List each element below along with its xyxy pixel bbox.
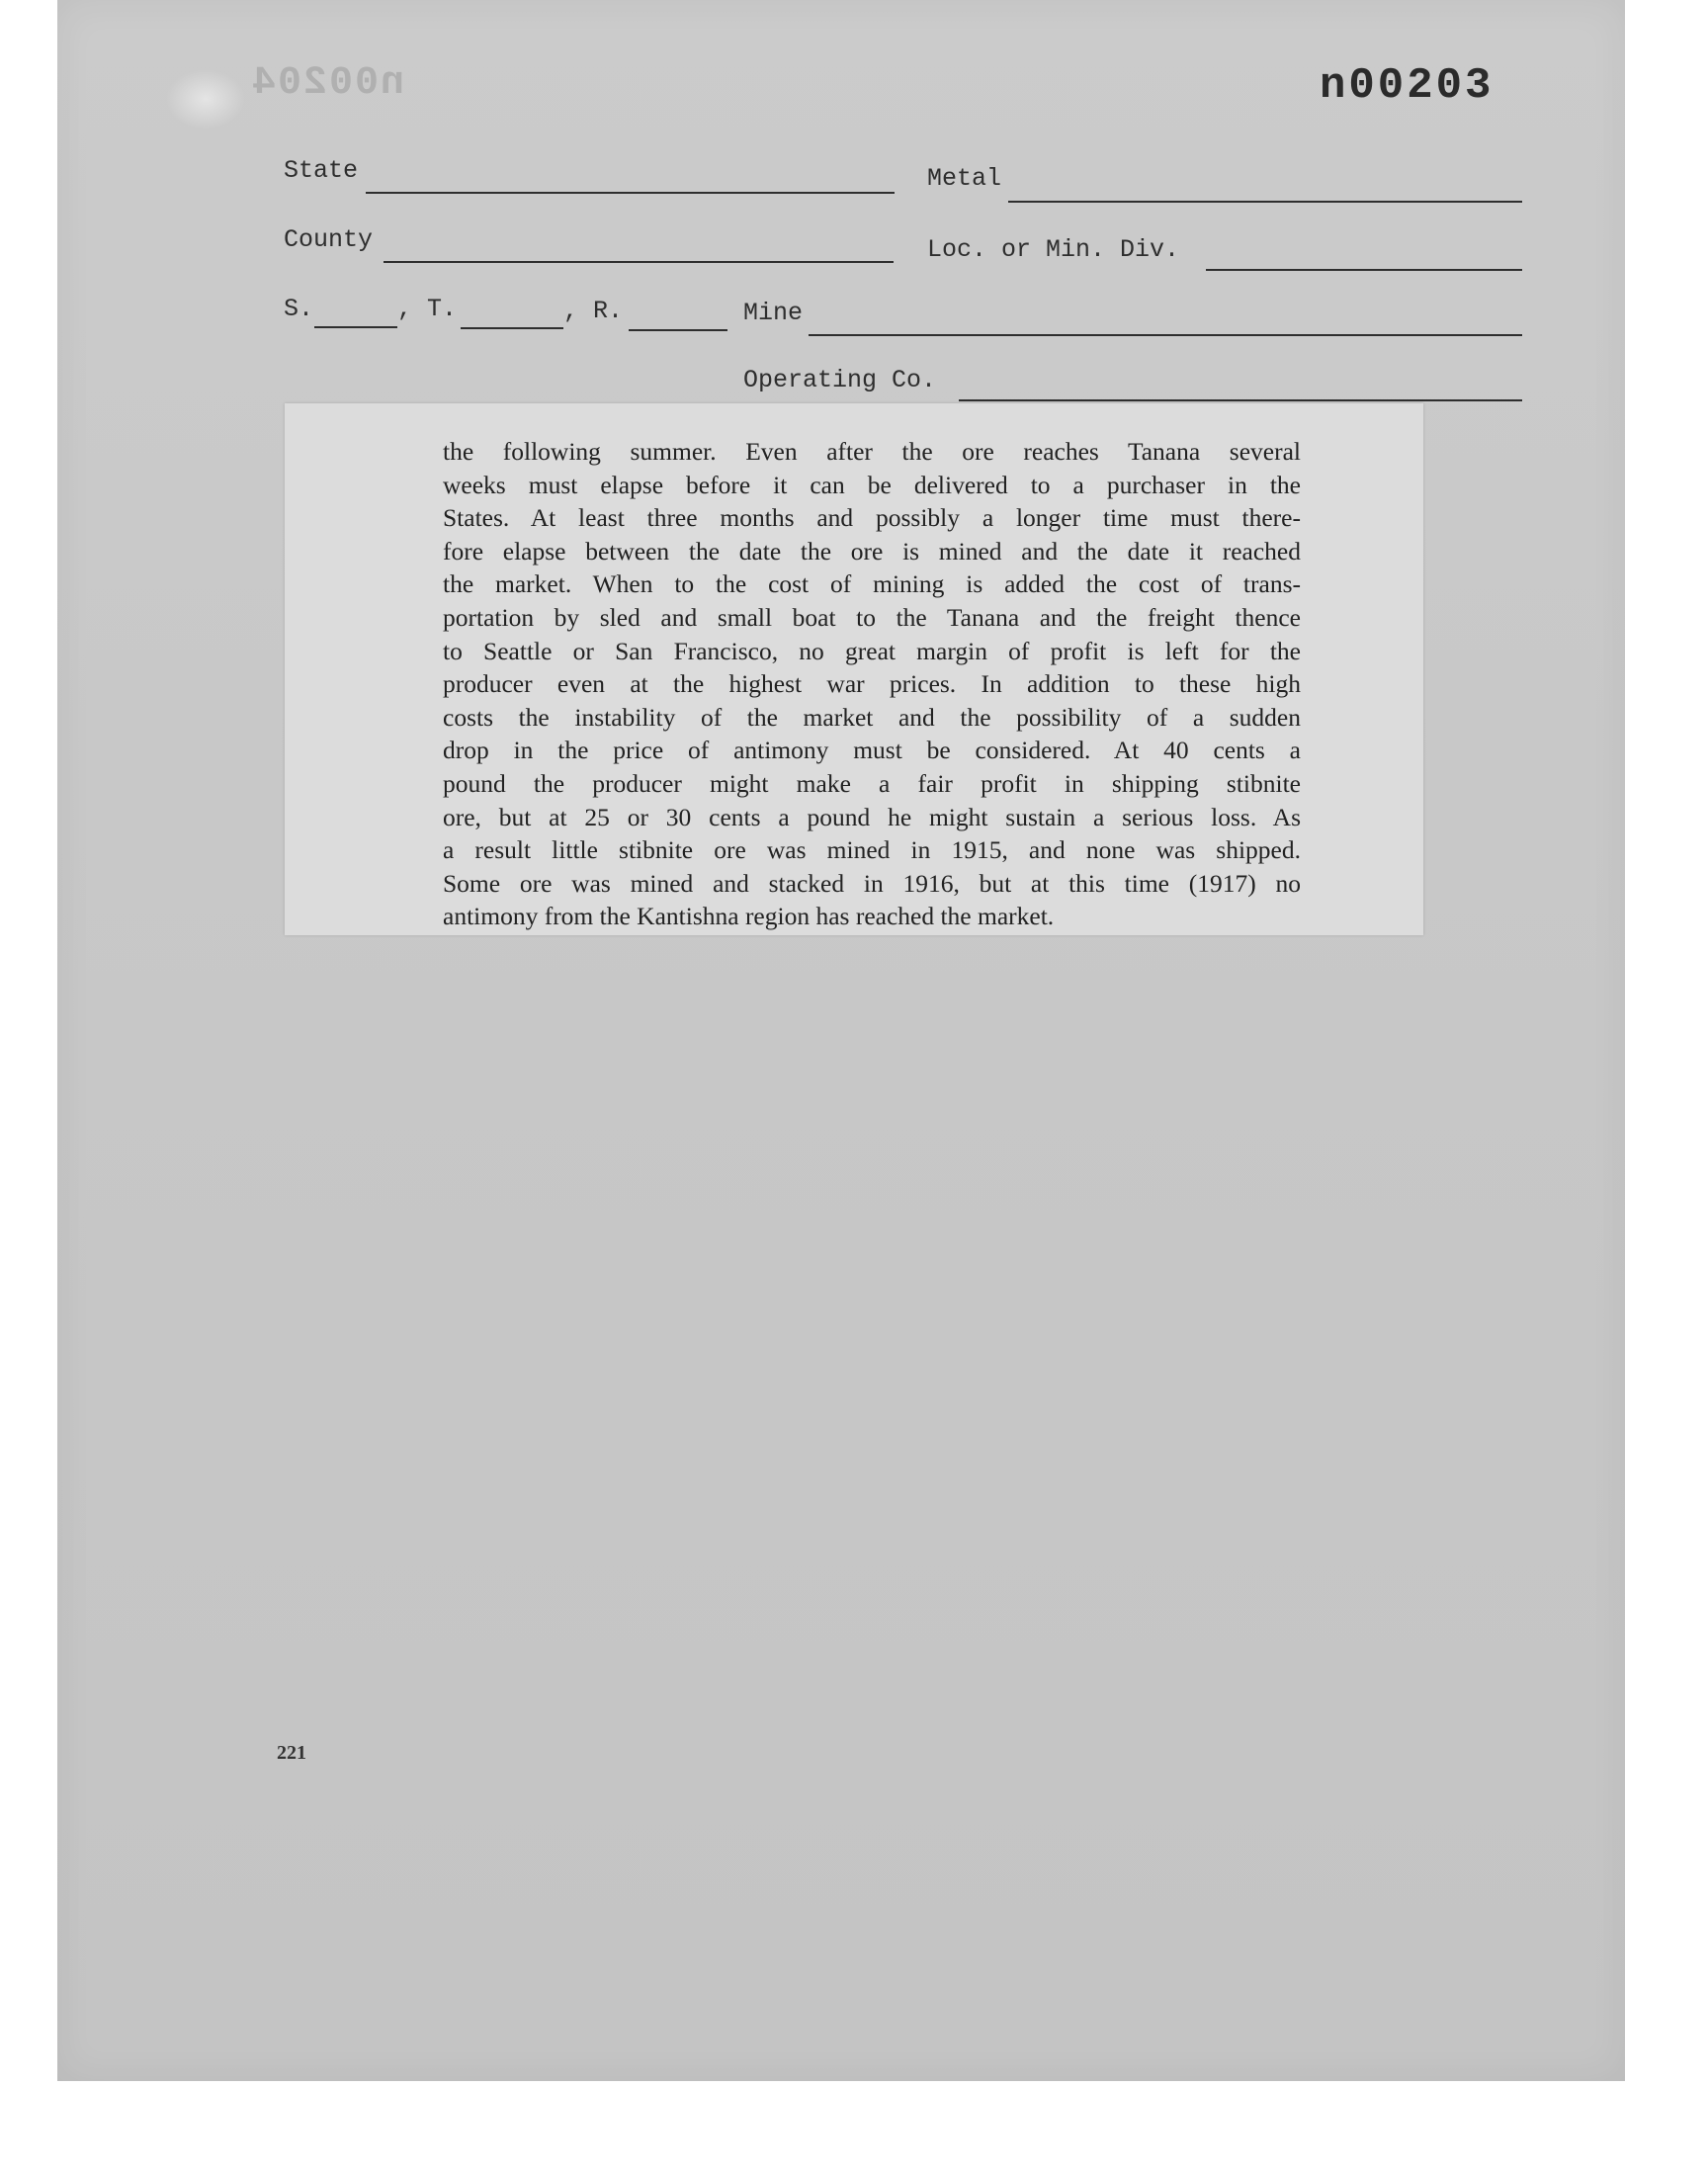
- clipping-line: weeks must elapse before it can be delivered to a purchaser in the: [443, 470, 1301, 499]
- loc-min-div-field-line[interactable]: [1206, 269, 1522, 271]
- mine-field-line[interactable]: [809, 334, 1522, 336]
- mine-label: Mine: [743, 299, 804, 327]
- clipping-line: fore elapse between the date the ore is mined and the date it reached: [443, 536, 1301, 566]
- clipping-line: the market. When to the cost of mining is added the cost of trans-: [443, 569, 1301, 599]
- pasted-text-clipping: [285, 403, 1423, 935]
- clipping-line: Some ore was mined and stacked in 1916, but at this time (1917) no: [443, 868, 1301, 898]
- loc-min-div-label: Loc. or Min. Div.: [927, 235, 1180, 264]
- clipping-line: States. At least three months and possibly a longer time must there-: [443, 503, 1301, 533]
- page-number: 221: [277, 1742, 306, 1764]
- county-label: County: [284, 225, 374, 254]
- clipping-line: the following summer. Even after the ore reaches Tanana several: [443, 437, 1301, 466]
- bleed-through-number: n00204: [250, 61, 405, 106]
- clipping-paragraph: [443, 435, 1301, 933]
- section-label: S.: [284, 295, 314, 323]
- document-number-stamp: n00203: [1320, 61, 1494, 111]
- clipping-line: a result little stibnite ore was mined in 1915, and none was shipped.: [443, 835, 1301, 865]
- clipping-line: to Seattle or San Francisco, no great margin of profit is left for the: [443, 636, 1301, 665]
- township-field-line[interactable]: [461, 327, 563, 329]
- range-label: , R.: [563, 297, 624, 325]
- clipping-line: drop in the price of antimony must be considered. At 40 cents a: [443, 736, 1301, 765]
- state-label: State: [284, 156, 359, 185]
- smudge-mark: [166, 69, 245, 129]
- range-field-line[interactable]: [629, 329, 727, 331]
- township-label: , T.: [397, 295, 458, 323]
- clipping-line: portation by sled and small boat to the Tanana and the freight thence: [443, 602, 1301, 632]
- clipping-line: ore, but at 25 or 30 cents a pound he might sustain a serious loss. As: [443, 802, 1301, 831]
- state-field-line[interactable]: [366, 192, 895, 194]
- clipping-line: costs the instability of the market and the possibility of a sudden: [443, 702, 1301, 732]
- clipping-line: antimony from the Kantishna region has reached the market.: [443, 902, 1055, 931]
- county-field-line[interactable]: [384, 261, 894, 263]
- section-field-line[interactable]: [314, 326, 397, 328]
- clipping-line: producer even at the highest war prices. In addition to these high: [443, 669, 1301, 699]
- clipping-line: pound the producer might make a fair profit in shipping stibnite: [443, 768, 1301, 798]
- metal-label: Metal: [927, 164, 1002, 193]
- metal-field-line[interactable]: [1008, 201, 1522, 203]
- operating-co-label: Operating Co.: [743, 366, 937, 394]
- operating-co-field-line[interactable]: [959, 399, 1522, 401]
